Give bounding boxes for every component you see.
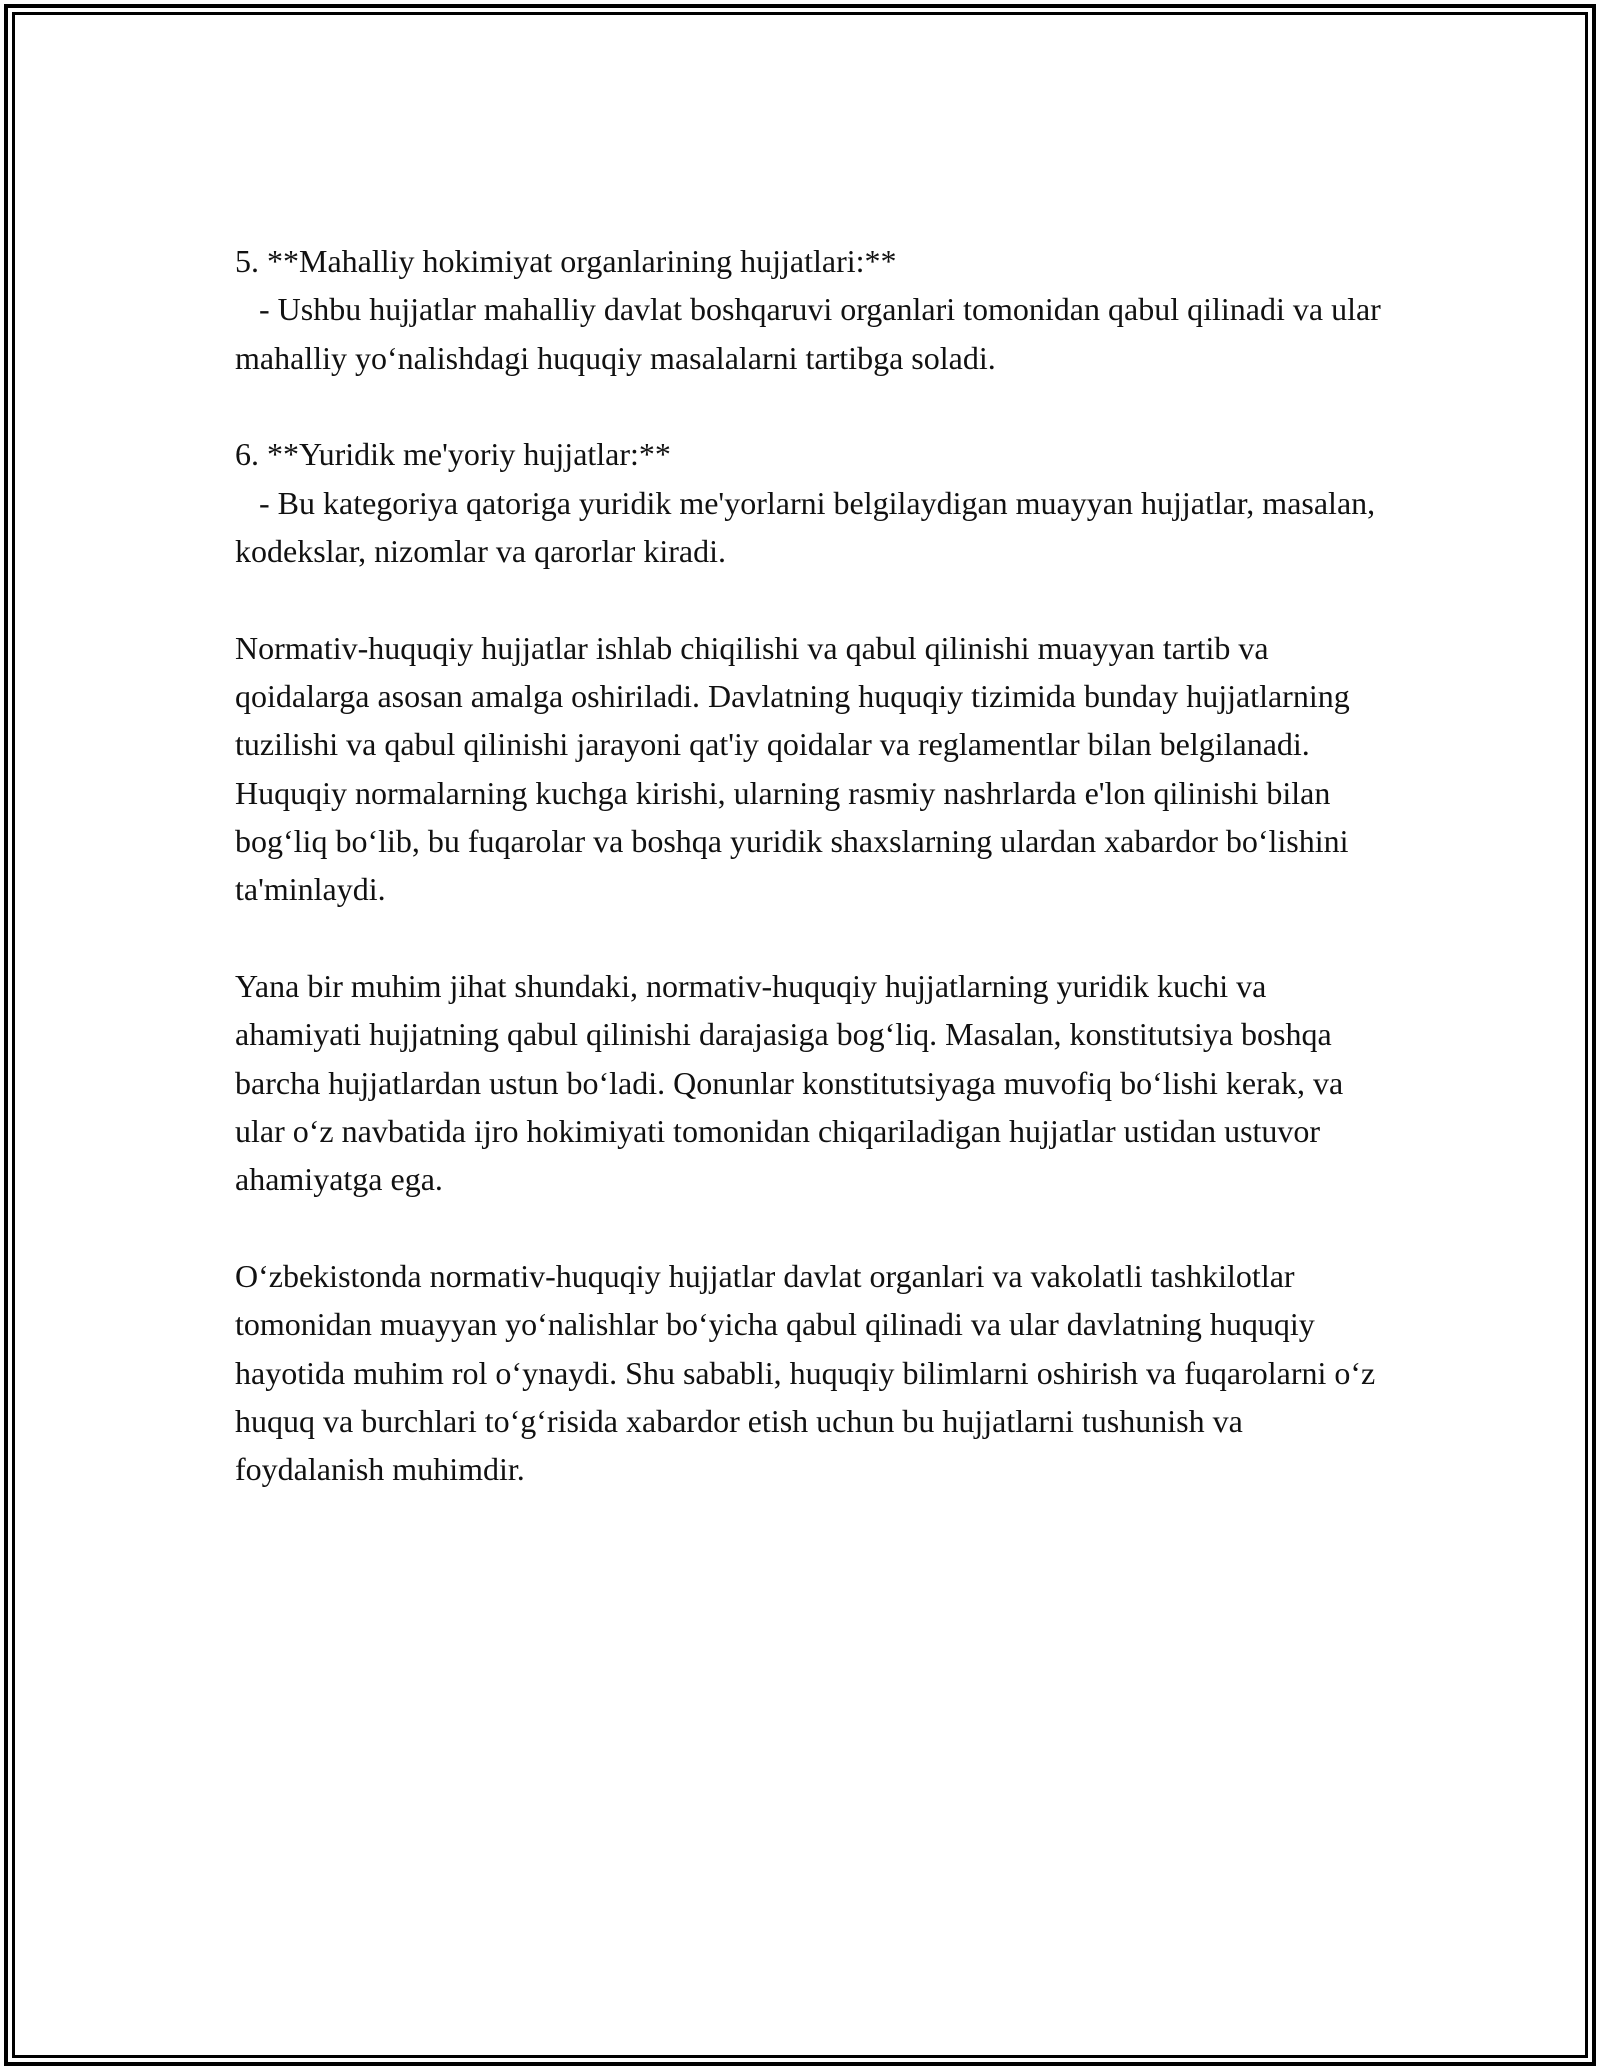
paragraph-legal-force: Yana bir muhim jihat shundaki, normativ-huquqiy hujjatlarning yuridik kuchi va ahamiyati hujjatning qabul qilinishi darajasiga bog‘liq. Masalan, konstitutsiya boshqa barcha hujjatlardan ustun bo‘ladi. Qonunlar konstitutsiyaga muvofiq bo‘lishi kerak, va ular o‘z navbatida ijro hokimiyati tomonidan chiqariladigan hujjatlar ustidan ustuvor ahamiyatga ega. <box>235 968 1352 1198</box>
item-5-heading: 5. **Mahalliy hokimiyat organlarining hujjatlari:** <box>235 243 897 279</box>
item-6-heading: 6. **Yuridik me'yoriy hujjatlar:** <box>235 436 671 473</box>
paragraph-uzbekistan: O‘zbekistonda normativ-huquqiy hujjatlar davlat organlari va vakolatli tashkilotlar tomonidan muayyan yo‘nalishlar bo‘yicha qabul qilinadi va ular davlatning huquqiy hayotida muhim rol o‘ynaydi. Shu sababli, huquqiy bilimlarni oshirish va fuqarolarni o‘z huquq va burchlari to‘g‘risida xabardor etish uchun bu hujjatlarni tushunish va foydalanish muhimdir. <box>235 1258 1384 1488</box>
document-body <box>235 237 1395 1494</box>
spacer <box>235 1204 1395 1253</box>
spacer <box>235 914 1395 963</box>
item-6-body: - Bu kategoriya qatoriga yuridik me'yorlarni belgilaydigan muayyan hujjatlar, masalan, kodekslar, nizomlar va qarorlar kiradi. <box>235 484 1384 569</box>
spacer <box>235 575 1395 624</box>
paragraph-procedure: Normativ-huquqiy hujjatlar ishlab chiqilishi va qabul qilinishi muayyan tartib va qoidalarga asosan amalga oshiriladi. Davlatning huquqiy tizimida bunday hujjatlarning tuzilishi va qabul qilinishi jarayoni qat'iy qoidalar va reglamentlar bilan belgilanadi. Huquqiy normalarning kuchga kirishi, ularning rasmiy nashrlarda e'lon qilinishi bilan bog‘liq bo‘lib, bu fuqarolar va boshqa yuridik shaxslarning ulardan xabardor bo‘lishini ta'minlaydi. <box>235 629 1358 908</box>
spacer <box>235 382 1395 431</box>
item-5-body: - Ushbu hujjatlar mahalliy davlat boshqaruvi organlari tomonidan qabul qilinadi va ular mahalliy yo‘nalishdagi huquqiy masalalarni tartibga soladi. <box>235 291 1389 376</box>
